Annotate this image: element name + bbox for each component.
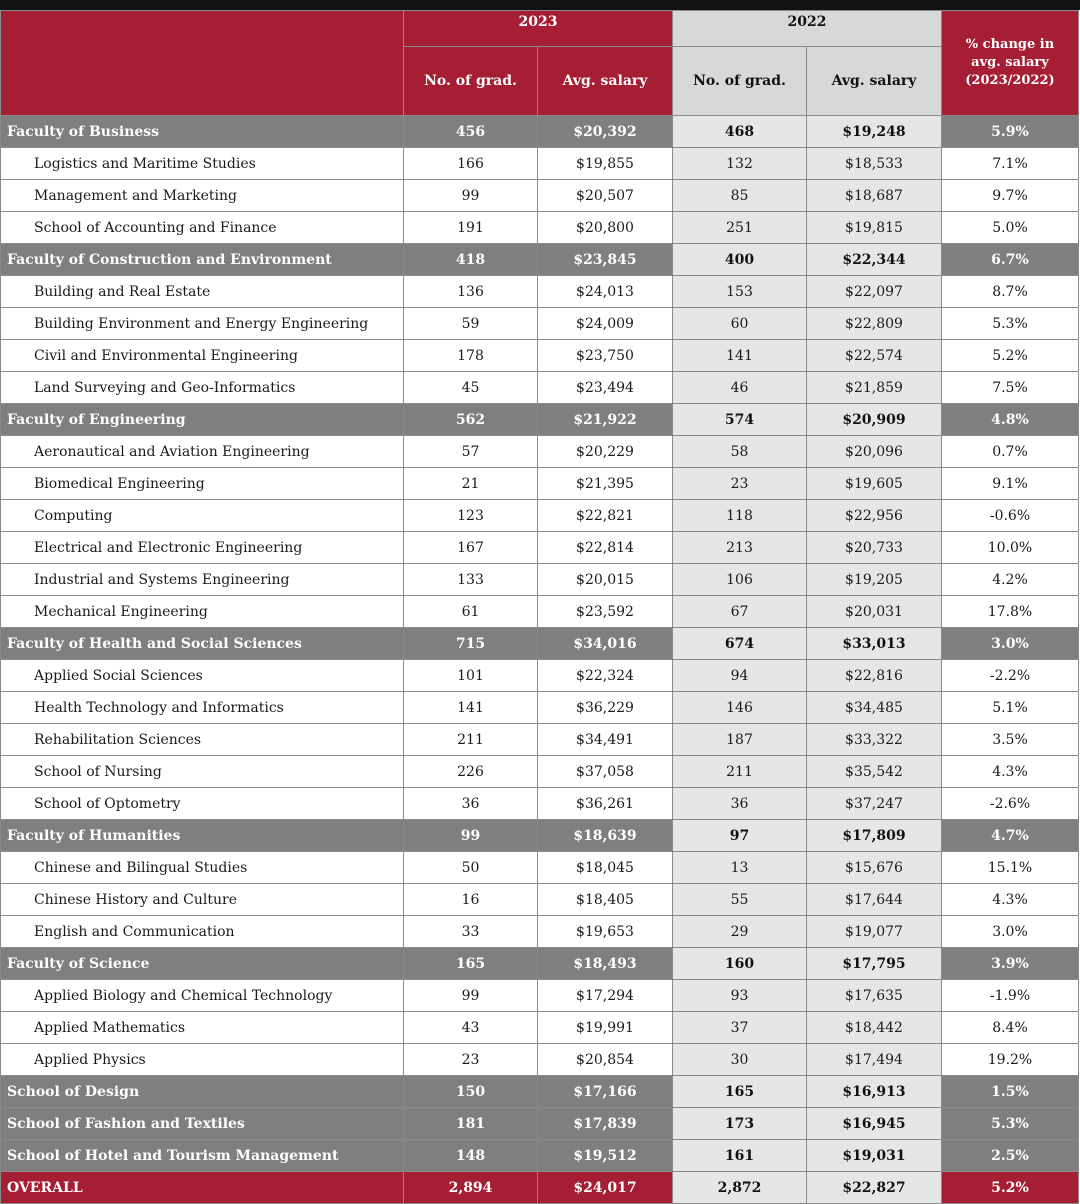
salary-change-percent: 4.7% xyxy=(942,820,1079,852)
avg-salary-2022: $22,097 xyxy=(807,276,942,308)
salary-change-percent: 4.2% xyxy=(942,564,1079,596)
department-row xyxy=(1,180,1079,212)
avg-salary-2023: $24,009 xyxy=(538,308,673,340)
avg-salary-2023: $23,750 xyxy=(538,340,673,372)
avg-salary-2023: $20,229 xyxy=(538,436,673,468)
avg-salary-2022: $20,733 xyxy=(807,532,942,564)
grad-count-2023: 166 xyxy=(404,148,538,180)
avg-salary-2023: $19,653 xyxy=(538,916,673,948)
avg-salary-2023: $17,294 xyxy=(538,980,673,1012)
salary-change-percent: 5.9% xyxy=(942,116,1079,148)
avg-salary-2022: $17,644 xyxy=(807,884,942,916)
department-row xyxy=(1,692,1079,724)
avg-salary-2022: $17,809 xyxy=(807,820,942,852)
row-name: Management and Marketing xyxy=(1,180,404,212)
grad-count-2022: 160 xyxy=(673,948,807,980)
header-percent-change xyxy=(942,11,1079,116)
grad-count-2023: 59 xyxy=(404,308,538,340)
grad-count-2022: 141 xyxy=(673,340,807,372)
grad-count-2023: 33 xyxy=(404,916,538,948)
salary-change-percent: -0.6% xyxy=(942,500,1079,532)
avg-salary-2022: $33,322 xyxy=(807,724,942,756)
header-2022: 2022 xyxy=(673,11,942,47)
row-name: Building Environment and Energy Engineering xyxy=(1,308,404,340)
avg-salary-2023: $20,015 xyxy=(538,564,673,596)
avg-salary-2022: $37,247 xyxy=(807,788,942,820)
avg-salary-2022: $35,542 xyxy=(807,756,942,788)
grad-count-2023: 150 xyxy=(404,1076,538,1108)
row-name: Health Technology and Informatics xyxy=(1,692,404,724)
grad-count-2023: 456 xyxy=(404,116,538,148)
avg-salary-2022: $16,913 xyxy=(807,1076,942,1108)
department-row xyxy=(1,340,1079,372)
grad-count-2022: 161 xyxy=(673,1140,807,1172)
grad-count-2022: 674 xyxy=(673,628,807,660)
avg-salary-2022: $34,485 xyxy=(807,692,942,724)
header-2023: 2023 xyxy=(404,11,673,47)
avg-salary-2022: $20,909 xyxy=(807,404,942,436)
grad-count-2022: 2,872 xyxy=(673,1172,807,1204)
row-name: Faculty of Science xyxy=(1,948,404,980)
avg-salary-2022: $33,013 xyxy=(807,628,942,660)
grad-count-2022: 67 xyxy=(673,596,807,628)
row-name: Logistics and Maritime Studies xyxy=(1,148,404,180)
faculty-row xyxy=(1,244,1079,276)
header-row-years xyxy=(1,11,1079,47)
salary-change-percent: 8.7% xyxy=(942,276,1079,308)
faculty-row xyxy=(1,1140,1079,1172)
department-row xyxy=(1,596,1079,628)
header-change-line1: % change in xyxy=(965,37,1055,52)
grad-count-2023: 45 xyxy=(404,372,538,404)
avg-salary-2022: $18,533 xyxy=(807,148,942,180)
grad-count-2023: 61 xyxy=(404,596,538,628)
row-name: Applied Social Sciences xyxy=(1,660,404,692)
top-edge-bar xyxy=(0,0,1080,10)
grad-count-2023: 2,894 xyxy=(404,1172,538,1204)
avg-salary-2022: $17,635 xyxy=(807,980,942,1012)
header-no-grad-2022: No. of grad. xyxy=(673,47,807,116)
row-name: Building and Real Estate xyxy=(1,276,404,308)
salary-change-percent: 3.9% xyxy=(942,948,1079,980)
faculty-row xyxy=(1,628,1079,660)
grad-count-2022: 153 xyxy=(673,276,807,308)
department-row xyxy=(1,1044,1079,1076)
avg-salary-2022: $22,574 xyxy=(807,340,942,372)
grad-count-2023: 99 xyxy=(404,980,538,1012)
row-name: Faculty of Engineering xyxy=(1,404,404,436)
avg-salary-2022: $16,945 xyxy=(807,1108,942,1140)
faculty-row xyxy=(1,1076,1079,1108)
faculty-row xyxy=(1,116,1079,148)
grad-count-2022: 46 xyxy=(673,372,807,404)
salary-change-percent: 5.1% xyxy=(942,692,1079,724)
salary-change-percent: 6.7% xyxy=(942,244,1079,276)
row-name: School of Fashion and Textiles xyxy=(1,1108,404,1140)
department-row xyxy=(1,724,1079,756)
row-name: OVERALL xyxy=(1,1172,404,1204)
avg-salary-2023: $19,991 xyxy=(538,1012,673,1044)
grad-count-2022: 97 xyxy=(673,820,807,852)
salary-change-percent: 5.0% xyxy=(942,212,1079,244)
grad-count-2022: 211 xyxy=(673,756,807,788)
grad-count-2022: 55 xyxy=(673,884,807,916)
department-row xyxy=(1,788,1079,820)
grad-count-2022: 106 xyxy=(673,564,807,596)
grad-count-2023: 16 xyxy=(404,884,538,916)
row-name: Mechanical Engineering xyxy=(1,596,404,628)
department-row xyxy=(1,980,1079,1012)
avg-salary-2023: $24,013 xyxy=(538,276,673,308)
avg-salary-2023: $34,016 xyxy=(538,628,673,660)
grad-count-2022: 29 xyxy=(673,916,807,948)
avg-salary-2023: $36,261 xyxy=(538,788,673,820)
faculty-row xyxy=(1,948,1079,980)
avg-salary-2023: $36,229 xyxy=(538,692,673,724)
avg-salary-2022: $19,605 xyxy=(807,468,942,500)
avg-salary-2022: $17,494 xyxy=(807,1044,942,1076)
avg-salary-2023: $17,839 xyxy=(538,1108,673,1140)
avg-salary-2022: $22,344 xyxy=(807,244,942,276)
avg-salary-2022: $20,031 xyxy=(807,596,942,628)
department-row xyxy=(1,436,1079,468)
grad-count-2022: 251 xyxy=(673,212,807,244)
faculty-row xyxy=(1,1108,1079,1140)
row-name: Chinese History and Culture xyxy=(1,884,404,916)
header-change-line3: (2023/2022) xyxy=(965,73,1055,88)
faculty-row xyxy=(1,820,1079,852)
avg-salary-2022: $19,815 xyxy=(807,212,942,244)
grad-count-2022: 58 xyxy=(673,436,807,468)
avg-salary-2022: $15,676 xyxy=(807,852,942,884)
salary-change-percent: 4.3% xyxy=(942,756,1079,788)
salary-change-percent: 5.2% xyxy=(942,1172,1079,1204)
salary-change-percent: -2.6% xyxy=(942,788,1079,820)
avg-salary-2023: $24,017 xyxy=(538,1172,673,1204)
avg-salary-2022: $21,859 xyxy=(807,372,942,404)
grad-count-2023: 167 xyxy=(404,532,538,564)
row-name: School of Optometry xyxy=(1,788,404,820)
avg-salary-2023: $37,058 xyxy=(538,756,673,788)
row-name: Chinese and Bilingual Studies xyxy=(1,852,404,884)
grad-count-2022: 118 xyxy=(673,500,807,532)
avg-salary-2023: $20,507 xyxy=(538,180,673,212)
row-name: Computing xyxy=(1,500,404,532)
grad-count-2023: 21 xyxy=(404,468,538,500)
salary-change-percent: 10.0% xyxy=(942,532,1079,564)
avg-salary-2023: $20,854 xyxy=(538,1044,673,1076)
department-row xyxy=(1,884,1079,916)
grad-count-2022: 36 xyxy=(673,788,807,820)
department-row xyxy=(1,916,1079,948)
salary-change-percent: 4.3% xyxy=(942,884,1079,916)
department-row xyxy=(1,564,1079,596)
grad-count-2022: 132 xyxy=(673,148,807,180)
avg-salary-2022: $22,827 xyxy=(807,1172,942,1204)
salary-change-percent: 3.0% xyxy=(942,628,1079,660)
department-row xyxy=(1,660,1079,692)
grad-count-2023: 211 xyxy=(404,724,538,756)
grad-count-2022: 93 xyxy=(673,980,807,1012)
overall-row xyxy=(1,1172,1079,1204)
salary-change-percent: 9.1% xyxy=(942,468,1079,500)
avg-salary-2022: $19,205 xyxy=(807,564,942,596)
salary-change-percent: 5.3% xyxy=(942,308,1079,340)
row-name: School of Accounting and Finance xyxy=(1,212,404,244)
grad-count-2022: 146 xyxy=(673,692,807,724)
avg-salary-2023: $23,845 xyxy=(538,244,673,276)
grad-count-2022: 94 xyxy=(673,660,807,692)
row-name: Rehabilitation Sciences xyxy=(1,724,404,756)
header-avg-salary-2022: Avg. salary xyxy=(807,47,942,116)
avg-salary-2023: $18,405 xyxy=(538,884,673,916)
avg-salary-2022: $22,816 xyxy=(807,660,942,692)
row-name: Faculty of Business xyxy=(1,116,404,148)
salary-change-percent: 5.2% xyxy=(942,340,1079,372)
grad-count-2023: 36 xyxy=(404,788,538,820)
salary-change-percent: 4.8% xyxy=(942,404,1079,436)
department-row xyxy=(1,372,1079,404)
grad-count-2023: 57 xyxy=(404,436,538,468)
grad-count-2023: 418 xyxy=(404,244,538,276)
avg-salary-2023: $22,324 xyxy=(538,660,673,692)
row-name: Industrial and Systems Engineering xyxy=(1,564,404,596)
row-name: School of Hotel and Tourism Management xyxy=(1,1140,404,1172)
salary-change-percent: 7.1% xyxy=(942,148,1079,180)
grad-count-2023: 50 xyxy=(404,852,538,884)
row-name: Aeronautical and Aviation Engineering xyxy=(1,436,404,468)
salary-change-percent: -2.2% xyxy=(942,660,1079,692)
avg-salary-2022: $19,077 xyxy=(807,916,942,948)
grad-count-2022: 23 xyxy=(673,468,807,500)
avg-salary-2023: $17,166 xyxy=(538,1076,673,1108)
department-row xyxy=(1,852,1079,884)
avg-salary-2023: $18,639 xyxy=(538,820,673,852)
avg-salary-2023: $22,821 xyxy=(538,500,673,532)
avg-salary-2022: $19,248 xyxy=(807,116,942,148)
grad-count-2022: 173 xyxy=(673,1108,807,1140)
salary-change-percent: -1.9% xyxy=(942,980,1079,1012)
salary-change-percent: 15.1% xyxy=(942,852,1079,884)
header-no-grad-2023: No. of grad. xyxy=(404,47,538,116)
department-row xyxy=(1,148,1079,180)
row-name: Biomedical Engineering xyxy=(1,468,404,500)
avg-salary-2022: $17,795 xyxy=(807,948,942,980)
grad-count-2023: 99 xyxy=(404,180,538,212)
grad-count-2023: 148 xyxy=(404,1140,538,1172)
row-name: Electrical and Electronic Engineering xyxy=(1,532,404,564)
avg-salary-2022: $20,096 xyxy=(807,436,942,468)
avg-salary-2022: $18,442 xyxy=(807,1012,942,1044)
avg-salary-2023: $21,922 xyxy=(538,404,673,436)
avg-salary-2023: $23,494 xyxy=(538,372,673,404)
salary-change-percent: 0.7% xyxy=(942,436,1079,468)
faculty-row xyxy=(1,404,1079,436)
grad-count-2022: 85 xyxy=(673,180,807,212)
row-name: Faculty of Construction and Environment xyxy=(1,244,404,276)
salary-change-percent: 17.8% xyxy=(942,596,1079,628)
avg-salary-2023: $22,814 xyxy=(538,532,673,564)
row-name: Civil and Environmental Engineering xyxy=(1,340,404,372)
grad-count-2023: 562 xyxy=(404,404,538,436)
grad-count-2023: 191 xyxy=(404,212,538,244)
department-row xyxy=(1,276,1079,308)
row-name: Applied Physics xyxy=(1,1044,404,1076)
department-row xyxy=(1,1012,1079,1044)
table-body xyxy=(1,116,1079,1204)
avg-salary-2023: $19,855 xyxy=(538,148,673,180)
row-name: School of Design xyxy=(1,1076,404,1108)
grad-count-2023: 181 xyxy=(404,1108,538,1140)
salary-change-percent: 19.2% xyxy=(942,1044,1079,1076)
avg-salary-2023: $18,493 xyxy=(538,948,673,980)
grad-count-2022: 187 xyxy=(673,724,807,756)
salary-change-percent: 2.5% xyxy=(942,1140,1079,1172)
grad-count-2023: 226 xyxy=(404,756,538,788)
row-name: Faculty of Humanities xyxy=(1,820,404,852)
grad-count-2023: 141 xyxy=(404,692,538,724)
avg-salary-2022: $22,809 xyxy=(807,308,942,340)
grad-count-2023: 123 xyxy=(404,500,538,532)
grad-count-2022: 165 xyxy=(673,1076,807,1108)
grad-count-2022: 400 xyxy=(673,244,807,276)
grad-count-2023: 99 xyxy=(404,820,538,852)
avg-salary-2023: $20,392 xyxy=(538,116,673,148)
grad-count-2023: 165 xyxy=(404,948,538,980)
row-name: Applied Mathematics xyxy=(1,1012,404,1044)
avg-salary-2023: $23,592 xyxy=(538,596,673,628)
grad-count-2023: 715 xyxy=(404,628,538,660)
graduate-salary-table xyxy=(0,10,1079,1204)
grad-count-2022: 37 xyxy=(673,1012,807,1044)
grad-count-2023: 136 xyxy=(404,276,538,308)
avg-salary-2022: $19,031 xyxy=(807,1140,942,1172)
row-name: Land Surveying and Geo-Informatics xyxy=(1,372,404,404)
department-row xyxy=(1,532,1079,564)
grad-count-2022: 468 xyxy=(673,116,807,148)
grad-count-2022: 574 xyxy=(673,404,807,436)
department-row xyxy=(1,500,1079,532)
department-row xyxy=(1,756,1079,788)
grad-count-2022: 213 xyxy=(673,532,807,564)
avg-salary-2023: $20,800 xyxy=(538,212,673,244)
department-row xyxy=(1,212,1079,244)
salary-change-percent: 7.5% xyxy=(942,372,1079,404)
avg-salary-2023: $21,395 xyxy=(538,468,673,500)
row-name: Faculty of Health and Social Sciences xyxy=(1,628,404,660)
grad-count-2022: 13 xyxy=(673,852,807,884)
salary-change-percent: 9.7% xyxy=(942,180,1079,212)
salary-change-percent: 1.5% xyxy=(942,1076,1079,1108)
grad-count-2023: 23 xyxy=(404,1044,538,1076)
avg-salary-2022: $18,687 xyxy=(807,180,942,212)
grad-count-2023: 101 xyxy=(404,660,538,692)
grad-count-2023: 43 xyxy=(404,1012,538,1044)
department-row xyxy=(1,308,1079,340)
header-change-line2: avg. salary xyxy=(971,55,1049,70)
row-name: Applied Biology and Chemical Technology xyxy=(1,980,404,1012)
salary-change-percent: 8.4% xyxy=(942,1012,1079,1044)
grad-count-2023: 178 xyxy=(404,340,538,372)
avg-salary-2023: $18,045 xyxy=(538,852,673,884)
row-name: English and Communication xyxy=(1,916,404,948)
row-name: School of Nursing xyxy=(1,756,404,788)
avg-salary-2023: $19,512 xyxy=(538,1140,673,1172)
salary-change-percent: 5.3% xyxy=(942,1108,1079,1140)
department-row xyxy=(1,468,1079,500)
header-blank-cell xyxy=(1,11,404,116)
header-avg-salary-2023: Avg. salary xyxy=(538,47,673,116)
salary-change-percent: 3.5% xyxy=(942,724,1079,756)
grad-count-2022: 60 xyxy=(673,308,807,340)
avg-salary-2022: $22,956 xyxy=(807,500,942,532)
salary-change-percent: 3.0% xyxy=(942,916,1079,948)
avg-salary-2023: $34,491 xyxy=(538,724,673,756)
grad-count-2023: 133 xyxy=(404,564,538,596)
grad-count-2022: 30 xyxy=(673,1044,807,1076)
